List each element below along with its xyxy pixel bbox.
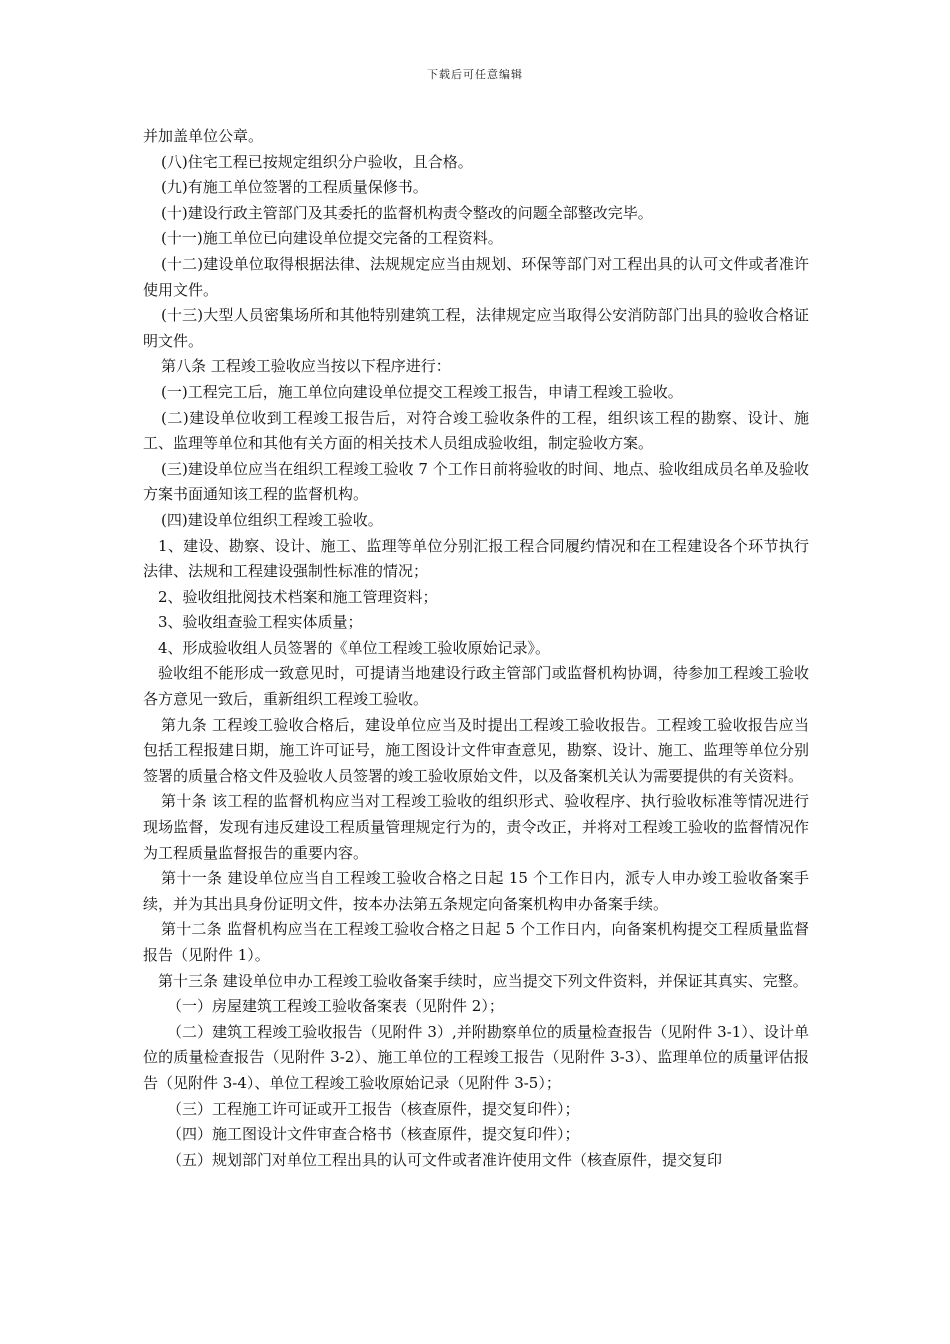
list-item: （三）工程施工许可证或开工报告（核查原件，提交复印件）； xyxy=(167,1099,580,1118)
page-header: 下载后可任意编辑 xyxy=(427,68,523,81)
paragraph: (十二)建设单位取得根据法律、法规规定应当由规划、环保等部门对工程出具的认可文件或者准许使用文件。 xyxy=(143,254,809,299)
list-item: 4、形成验收组人员签署的《单位工程竣工验收原始记录》。 xyxy=(158,638,551,657)
paragraph: (九)有施工单位签署的工程质量保修书。 xyxy=(161,178,428,197)
list-item: （二）建筑工程竣工验收报告（见附件 3）,并附勘察单位的质量检查报告（见附件 3-1）、设计单位的质量检查报告（见附件 3-2）、施工单位的工程竣工报告（见附件 3-3）、监理单位的质量评估报告（见附件 3-4）、单位工程竣工验收原始记录（见附件 3-5）； xyxy=(143,1022,809,1092)
paragraph: (一)工程完工后，施工单位向建设单位提交工程竣工报告，申请工程竣工验收。 xyxy=(161,382,683,401)
article-paragraph: 第十条 该工程的监督机构应当对工程竣工验收的组织形式、验收程序、执行验收标准等情况进行现场监督，发现有违反建设工程质量管理规定行为的，责令改正，并将对工程竣工验收的监督情况作为工程质量监督报告的重要内容。 xyxy=(143,792,809,862)
article-paragraph: 第十三条 建设单位申办工程竣工验收备案手续时，应当提交下列文件资料，并保证其真实、完整。 xyxy=(158,971,808,990)
document-body xyxy=(143,124,809,1173)
list-item: 2、验收组批阅技术档案和施工管理资料； xyxy=(158,587,438,606)
paragraph: (三)建设单位应当在组织工程竣工验收 7 个工作日前将验收的时间、地点、验收组成员名单及验收方案书面通知该工程的监督机构。 xyxy=(143,459,809,504)
paragraph: (十三)大型人员密集场所和其他特别建筑工程，法律规定应当取得公安消防部门出具的验收合格证明文件。 xyxy=(143,306,809,350)
paragraph: (十)建设行政主管部门及其委托的监督机构责令整改的问题全部整改完毕。 xyxy=(161,203,653,222)
list-item: （四）施工图设计文件审查合格书（核查原件，提交复印件）； xyxy=(167,1125,580,1144)
article-paragraph: 第十二条 监督机构应当在工程竣工验收合格之日起 5 个工作日内，向备案机构提交工程质量监督报告（见附件 1）。 xyxy=(143,920,809,964)
article-heading: 第八条 工程竣工验收应当按以下程序进行： xyxy=(161,357,451,376)
paragraph: (四)建设单位组织工程竣工验收。 xyxy=(161,510,383,529)
list-item: （一）房屋建筑工程竣工验收备案表（见附件 2）； xyxy=(167,997,504,1016)
paragraph: 并加盖单位公章。 xyxy=(143,127,264,145)
list-item: 3、验收组查验工程实体质量； xyxy=(158,613,363,632)
paragraph: (十一)施工单位已向建设单位提交完备的工程资料。 xyxy=(161,229,503,248)
paragraph: (八)住宅工程已按规定组织分户验收，且合格。 xyxy=(161,152,473,171)
paragraph: 验收组不能形成一致意见时，可提请当地建设行政主管部门或监督机构协调，待参加工程竣工验收各方意见一致后，重新组织工程竣工验收。 xyxy=(143,664,809,709)
article-paragraph: 第十一条 建设单位应当自工程竣工验收合格之日起 15 个工作日内，派专人申办竣工验收备案手续，并为其出具身份证明文件，按本办法第五条规定向备案机构申办备案手续。 xyxy=(143,869,809,913)
list-item: （五）规划部门对单位工程出具的认可文件或者准许使用文件（核查原件，提交复印 xyxy=(167,1150,723,1169)
article-paragraph: 第九条 工程竣工验收合格后，建设单位应当及时提出工程竣工验收报告。工程竣工验收报告应当包括工程报建日期，施工许可证号，施工图设计文件审查意见，勘察、设计、施工、监理等单位分别签署的质量合格文件及验收人员签署的竣工验收原始文件，以及备案机关认为需要提供的有关资料。 xyxy=(143,715,809,785)
paragraph: (二)建设单位收到工程竣工报告后，对符合竣工验收条件的工程，组织该工程的勘察、设计、施工、监理等单位和其他有关方面的相关技术人员组成验收组，制定验收方案。 xyxy=(143,408,809,453)
list-item: 1、建设、勘察、设计、施工、监理等单位分别汇报工程合同履约情况和在工程建设各个环节执行法律、法规和工程建设强制性标准的情况； xyxy=(143,536,809,581)
